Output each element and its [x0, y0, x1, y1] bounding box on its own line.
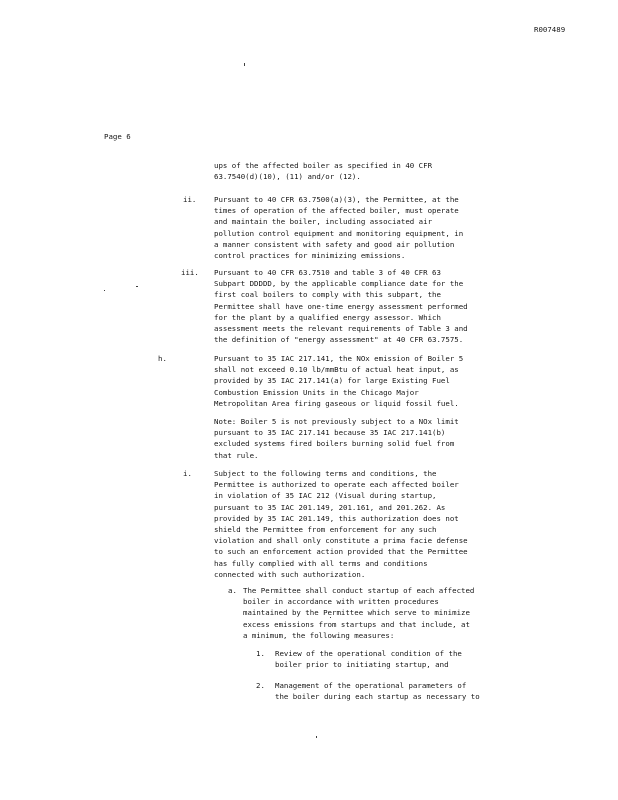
scan-speck: [316, 736, 317, 738]
text-line: excluded systems fired boilers burning solid fuel from: [214, 439, 455, 449]
text-line: and maintain the boiler, including associated air: [214, 217, 433, 227]
text-line: the definition of "energy assessment" at 40 CFR 63.7575.: [214, 335, 464, 345]
text-line: for the plant by a qualified energy assessor. Which: [214, 312, 441, 322]
text-line: 63.7540(d)(10), (11) and/or (12).: [214, 172, 361, 182]
text-line: Management of the operational parameters of: [275, 681, 467, 690]
paragraph-note: [214, 416, 459, 461]
text-line: has fully complied with all terms and conditions: [214, 558, 428, 568]
text-line: a manner consistent with safety and good air pollution: [214, 239, 455, 249]
text-line: Pursuant to 40 CFR 63.7500(a)(3), the Permittee, at the: [214, 195, 459, 204]
text-line: Combustion Emission Units in the Chicago Major: [214, 387, 419, 397]
text-line: excess emissions from startups and that include, at: [243, 619, 470, 629]
page-label: Page 6: [104, 132, 131, 141]
text-line: to such an enforcement action provided that the Permittee: [214, 547, 468, 557]
text-line: Subject to the following terms and conditions, the: [214, 469, 437, 478]
subitem-marker: a.: [228, 586, 237, 595]
text-line: pursuant to 35 IAC 217.141 because 35 IAC 217.141(b): [214, 428, 446, 438]
numbered-item-1: [275, 648, 462, 670]
text-line: boiler prior to initiating startup, and: [275, 660, 449, 670]
item-marker: i.: [183, 469, 192, 478]
scan-speck: [330, 617, 331, 618]
document-id: R007489: [534, 25, 566, 34]
text-line: assessment meets the relevant requirements of Table 3 and: [214, 324, 468, 334]
text-line: a minimum, the following measures:: [243, 630, 395, 640]
paragraph-item-iii: [214, 267, 468, 345]
text-line: pursuant to 35 IAC 201.149, 201.161, and 201.262. As: [214, 502, 446, 512]
text-line: The Permittee shall conduct startup of each affected: [243, 586, 475, 595]
paragraph-item-i: [214, 468, 468, 580]
text-line: provided by 35 IAC 201.149, this authorization does not: [214, 513, 459, 523]
text-line: the boiler during each startup as necessary to: [275, 692, 480, 702]
numbered-item-2: [275, 680, 480, 702]
text-line: pollution control equipment and monitoring equipment, in: [214, 228, 464, 238]
text-line: Metropolitan Area firing gaseous or liquid fossil fuel.: [214, 398, 459, 408]
text-line: violation and shall only constitute a prima facie defense: [214, 536, 468, 546]
text-line: that rule.: [214, 450, 259, 460]
numbered-marker: 1.: [256, 649, 265, 658]
text-line: Pursuant to 35 IAC 217.141, the NOx emission of Boiler 5: [214, 354, 464, 363]
scan-speck: [244, 63, 245, 66]
text-line: Permittee shall have one-time energy assessment performed: [214, 301, 468, 311]
intro-paragraph: [214, 160, 432, 182]
text-line: maintained by the Permittee which serve to minimize: [243, 608, 470, 618]
paragraph-item-h: [214, 353, 463, 409]
text-line: shall not exceed 0.10 lb/mmBtu of actual heat input, as: [214, 365, 459, 375]
paragraph-subitem-a: [243, 585, 474, 641]
item-marker: ii.: [183, 195, 197, 204]
text-line: first coal boilers to comply with this subpart, the: [214, 290, 441, 300]
item-marker: h.: [158, 354, 167, 363]
text-line: Pursuant to 40 CFR 63.7510 and table 3 of 40 CFR 63: [214, 268, 441, 277]
scan-speck: [136, 286, 138, 287]
scan-speck: [104, 290, 105, 291]
item-marker: iii.: [181, 268, 199, 277]
text-line: control practices for minimizing emissions.: [214, 251, 406, 261]
text-line: Permittee is authorized to operate each affected boiler: [214, 480, 459, 490]
paragraph-item-ii: [214, 194, 463, 261]
text-line: in violation of 35 IAC 212 (Visual during startup,: [214, 491, 437, 501]
text-line: boiler in accordance with written procedures: [243, 597, 439, 607]
text-line: connected with such authorization.: [214, 569, 366, 579]
numbered-marker: 2.: [256, 681, 265, 690]
text-line: Note: Boiler 5 is not previously subject to a NOx limit: [214, 417, 459, 426]
text-line: shield the Permittee from enforcement for any such: [214, 525, 437, 535]
text-line: Review of the operational condition of the: [275, 649, 462, 658]
text-line: provided by 35 IAC 217.141(a) for large Existing Fuel: [214, 376, 450, 386]
text-line: ups of the affected boiler as specified in 40 CFR: [214, 161, 433, 170]
text-line: times of operation of the affected boiler, must operate: [214, 206, 459, 216]
text-line: Subpart DDDDD, by the applicable compliance date for the: [214, 279, 464, 289]
